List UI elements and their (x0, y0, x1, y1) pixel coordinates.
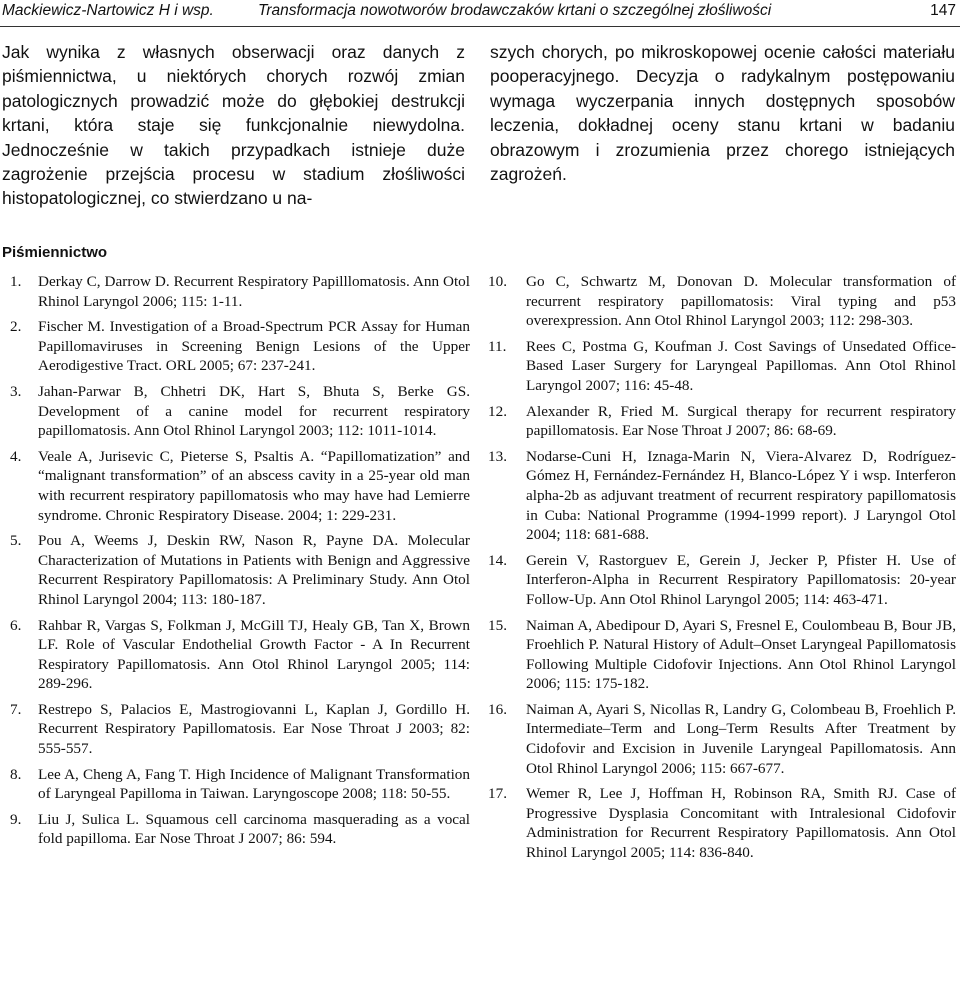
reference-text: Pou A, Weems J, Deskin RW, Nason R, Payne DA. Molecular Characterization of Mutations in Patients with Benign and Aggressive Recurrent Respiratory Papillomatosis: A Preliminary Study. Ann Otol Rhinol Laryngol 2004; 113: 180-187. (38, 532, 470, 608)
header-title: Transformacja nowotworów brodawczaków krtani o szczególnej złośliwości (258, 2, 772, 19)
reference-text: Restrepo S, Palacios E, Mastrogiovanni L, Kaplan J, Gordillo H. Recurrent Respiratory Papillomatosis. Ear Nose Throat J 2003; 82: 555-557. (38, 700, 470, 758)
reference-item (488, 616, 956, 694)
reference-text: Wemer R, Lee J, Hoffman H, Robinson RA, Smith RJ. Case of Progressive Dysplasia Concomitant with Intralesional Cidofovir Administration for Recurrent Respiratory Papillomatosis. Ann Otol Rhinol Laryngol 2005; 114: 836-840. (526, 785, 956, 862)
reference-number: 17. (488, 785, 507, 803)
reference-text: Veale A, Jurisevic C, Pieterse S, Psaltis A. “Papillomatization” and “malignant transformation” of an abscess cavity in a 25-year old man with recurrent respiratory papillomatosis who may have had Lemierre syndrome. Chronic Respiratory Disease. 2004; 1: 229-231. (38, 447, 470, 524)
reference-item (488, 447, 956, 545)
reference-number: 5. (10, 532, 22, 550)
reference-item (488, 551, 956, 610)
page-number: 147 (930, 2, 956, 19)
reference-item (488, 272, 956, 331)
reference-item (0, 382, 470, 441)
reference-item (488, 784, 956, 862)
reference-number: 7. (10, 700, 22, 718)
reference-number: 3. (10, 382, 22, 400)
reference-item (488, 402, 956, 441)
reference-item (0, 700, 470, 759)
reference-number: 11. (488, 337, 507, 355)
header-authors: Mackiewicz-Nartowicz H i wsp. (2, 2, 214, 19)
reference-number: 14. (488, 551, 507, 569)
running-header (0, 0, 960, 28)
reference-text: Gerein V, Rastorguev E, Gerein J, Jecker P, Pfister H. Use of Interferon-Alpha in Recurrent Respiratory Papillomatosis: 20-year Follow-Up. Ann Otol Rhinol Laryngol 2005; 114: 463-471. (526, 551, 956, 608)
reference-text: Fischer M. Investigation of a Broad-Spectrum PCR Assay for Human Papillomaviruses in Screening Benign Lesions of the Upper Aerodigestive Tract. ORL 2005; 67: 237-241. (38, 318, 470, 375)
reference-text: Derkay C, Darrow D. Recurrent Respiratory Papilllomatosis. Ann Otol Rhinol Laryngol 2006; 115: 1-11. (38, 273, 470, 310)
reference-item (0, 810, 470, 849)
reference-item (488, 337, 956, 396)
reference-number: 15. (488, 616, 507, 634)
reference-text: Alexander R, Fried M. Surgical therapy for recurrent respiratory papillomatosis. Ear Nose Throat J 2007; 86: 68-69. (526, 402, 956, 440)
reference-list-left (0, 272, 470, 855)
reference-text: Jahan-Parwar B, Chhetri DK, Hart S, Bhuta S, Berke GS. Development of a canine model for recurrent respiratory papillomatosis. Ann Otol Rhinol Laryngol 2003; 112: 1011-1014. (38, 382, 470, 440)
reference-list-right (488, 272, 956, 869)
reference-number: 13. (488, 447, 507, 465)
reference-number: 12. (488, 402, 507, 420)
reference-text: Nodarse-Cuni H, Iznaga-Marin N, Viera-Alvarez D, Rodríguez-Gómez H, Fernández-Fernández H, Blanco-López Y i wsp. Interferon alpha-2b as adjuvant treatment of recurrent respiratory papillomatosis in Cuba: National Programme (1994-1999 report). J Laryngol Otol 2004; 118: 681-688. (526, 447, 956, 544)
reference-number: 10. (488, 273, 507, 290)
reference-number: 2. (10, 318, 22, 336)
body-text-left: Jak wynika z własnych obserwacji oraz danych z piśmiennictwa, u niektórych chorych rozwój zmian patologicznych prowadzić może do głębokiej destrukcji krtani, która staje się funkcjonalnie niewydolna. Jednocześnie w takich przypadkach istnieje duże zagrożenie przejścia procesu w stadium złośliwości histopatologicznej, co stwierdzano u na- (2, 42, 465, 209)
reference-number: 9. (10, 810, 22, 828)
reference-number: 4. (10, 447, 22, 465)
reference-number: 8. (10, 765, 22, 783)
reference-number: 1. (10, 273, 22, 290)
reference-text: Rahbar R, Vargas S, Folkman J, McGill TJ, Healy GB, Tan X, Brown LF. Role of Vascular Endothelial Growth Factor - A In Recurrent Respiratory Papillomatosis. Ann Otol Rhinol Laryngol 2005; 114: 289-296. (38, 616, 470, 693)
reference-item (0, 765, 470, 804)
body-text-right: szych chorych, po mikroskopowej ocenie całości materiału pooperacyjnego. Decyzja o radykalnym postępowaniu wymaga wyczerpania innych dostępnych sposobów leczenia, dokładnej oceny stanu krtani w badaniu obrazowym i zrozumienia przez chorego istniejących zagrożeń. (490, 42, 955, 185)
reference-item (0, 531, 470, 609)
reference-item (0, 447, 470, 525)
reference-text: Go C, Schwartz M, Donovan D. Molecular transformation of recurrent respiratory papillomatosis: Viral typing and p53 overexpression. Ann Otol Rhinol Laryngol 2003; 112: 298-303. (526, 273, 956, 330)
reference-text: Liu J, Sulica L. Squamous cell carcinoma masquerading as a vocal fold papilloma. Ear Nose Throat J 2007; 86: 594. (38, 810, 470, 848)
header-divider (0, 26, 960, 27)
reference-number: 6. (10, 616, 22, 634)
reference-text: Lee A, Cheng A, Fang T. High Incidence of Malignant Transformation of Laryngeal Papilloma in Taiwan. Laryngoscope 2008; 118: 50-55. (38, 765, 470, 803)
reference-number: 16. (488, 700, 507, 718)
reference-item (0, 616, 470, 694)
reference-item (0, 272, 470, 311)
reference-text: Naiman A, Ayari S, Nicollas R, Landry G, Colombeau B, Froehlich P. Intermediate–Term and Long–Term Results After Treatment by Cidofovir and Excision in Juvenile Laryngeal Papillomatosis. Ann Otol Rhinol Laryngol 2006; 115: 667-677. (526, 700, 956, 777)
reference-item (0, 317, 470, 376)
reference-item (488, 700, 956, 778)
reference-text: Naiman A, Abedipour D, Ayari S, Fresnel E, Coulombeau B, Bour JB, Froehlich P. Natural History of Adult–Onset Laryngeal Papillomatosis Following Multiple Cidofovir Injections. Ann Otol Rhinol Laryngol 2006; 115: 175-182. (526, 616, 956, 693)
references-heading: Piśmiennictwo (2, 244, 108, 261)
reference-text: Rees C, Postma G, Koufman J. Cost Savings of Unsedated Office-Based Laser Surgery for Laryngeal Papillomas. Ann Otol Rhinol Laryngol 2007; 116: 45-48. (526, 337, 956, 394)
